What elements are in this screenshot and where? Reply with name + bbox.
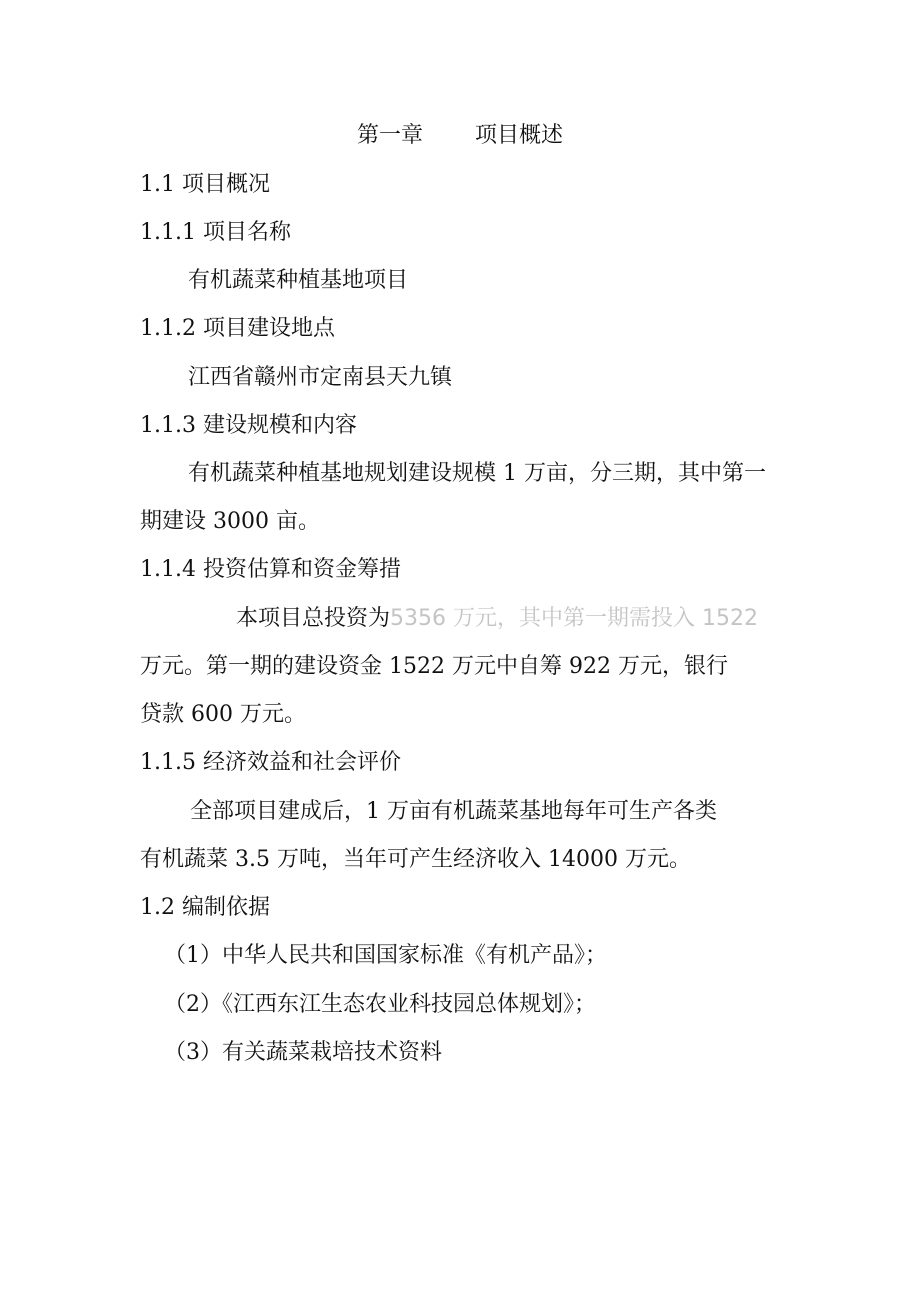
section-heading-1-1: 1.1 项目概况 [140, 172, 270, 197]
investment-line-1-text: 本项目总投资为 [236, 606, 391, 631]
section-heading-1-1-3: 1.1.3 建设规模和内容 [140, 413, 357, 438]
investment-paragraph-line-2: 万元。第一期的建设资金 1522 万元中自筹 922 万元，银行 [140, 654, 728, 679]
section-heading-1-1-4: 1.1.4 投资估算和资金筹措 [140, 557, 401, 582]
section-heading-1-1-2: 1.1.2 项目建设地点 [140, 316, 335, 341]
section-heading-1-2: 1.2 编制依据 [140, 895, 270, 920]
chapter-number: 第一章 [356, 123, 423, 148]
location-text: 江西省赣州市定南县天九镇 [188, 365, 453, 390]
investment-paragraph-line-3: 贷款 600 万元。 [140, 702, 306, 727]
basis-item: （2）《江西东江生态农业科技园总体规划》； [164, 992, 596, 1017]
basis-item: （1）中华人民共和国国家标准《有机产品》； [164, 943, 607, 968]
section-heading-1-1-5: 1.1.5 经济效益和社会评价 [140, 750, 401, 775]
chapter-name: 项目概述 [475, 123, 564, 148]
investment-paragraph-line-1 [236, 604, 758, 634]
benefit-paragraph-line-1: 全部项目建成后，1 万亩有机蔬菜基地每年可生产各类 [190, 799, 717, 824]
scale-paragraph-line-2: 期建设 3000 亩。 [140, 509, 320, 534]
benefit-paragraph-line-2: 有机蔬菜 3.5 万吨，当年可产生经济收入 14000 万元。 [140, 847, 691, 872]
project-name-text: 有机蔬菜种植基地项目 [188, 268, 409, 293]
basis-item: （3）有关蔬菜栽培技术资料 [164, 1040, 442, 1065]
watermark-text: 5356 万元，其中第一期需投入 1522 [390, 606, 758, 631]
chapter-title [0, 121, 920, 151]
scale-paragraph-line-1: 有机蔬菜种植基地规划建设规模 1 万亩，分三期，其中第一 [188, 461, 766, 486]
section-heading-1-1-1: 1.1.1 项目名称 [140, 220, 291, 245]
